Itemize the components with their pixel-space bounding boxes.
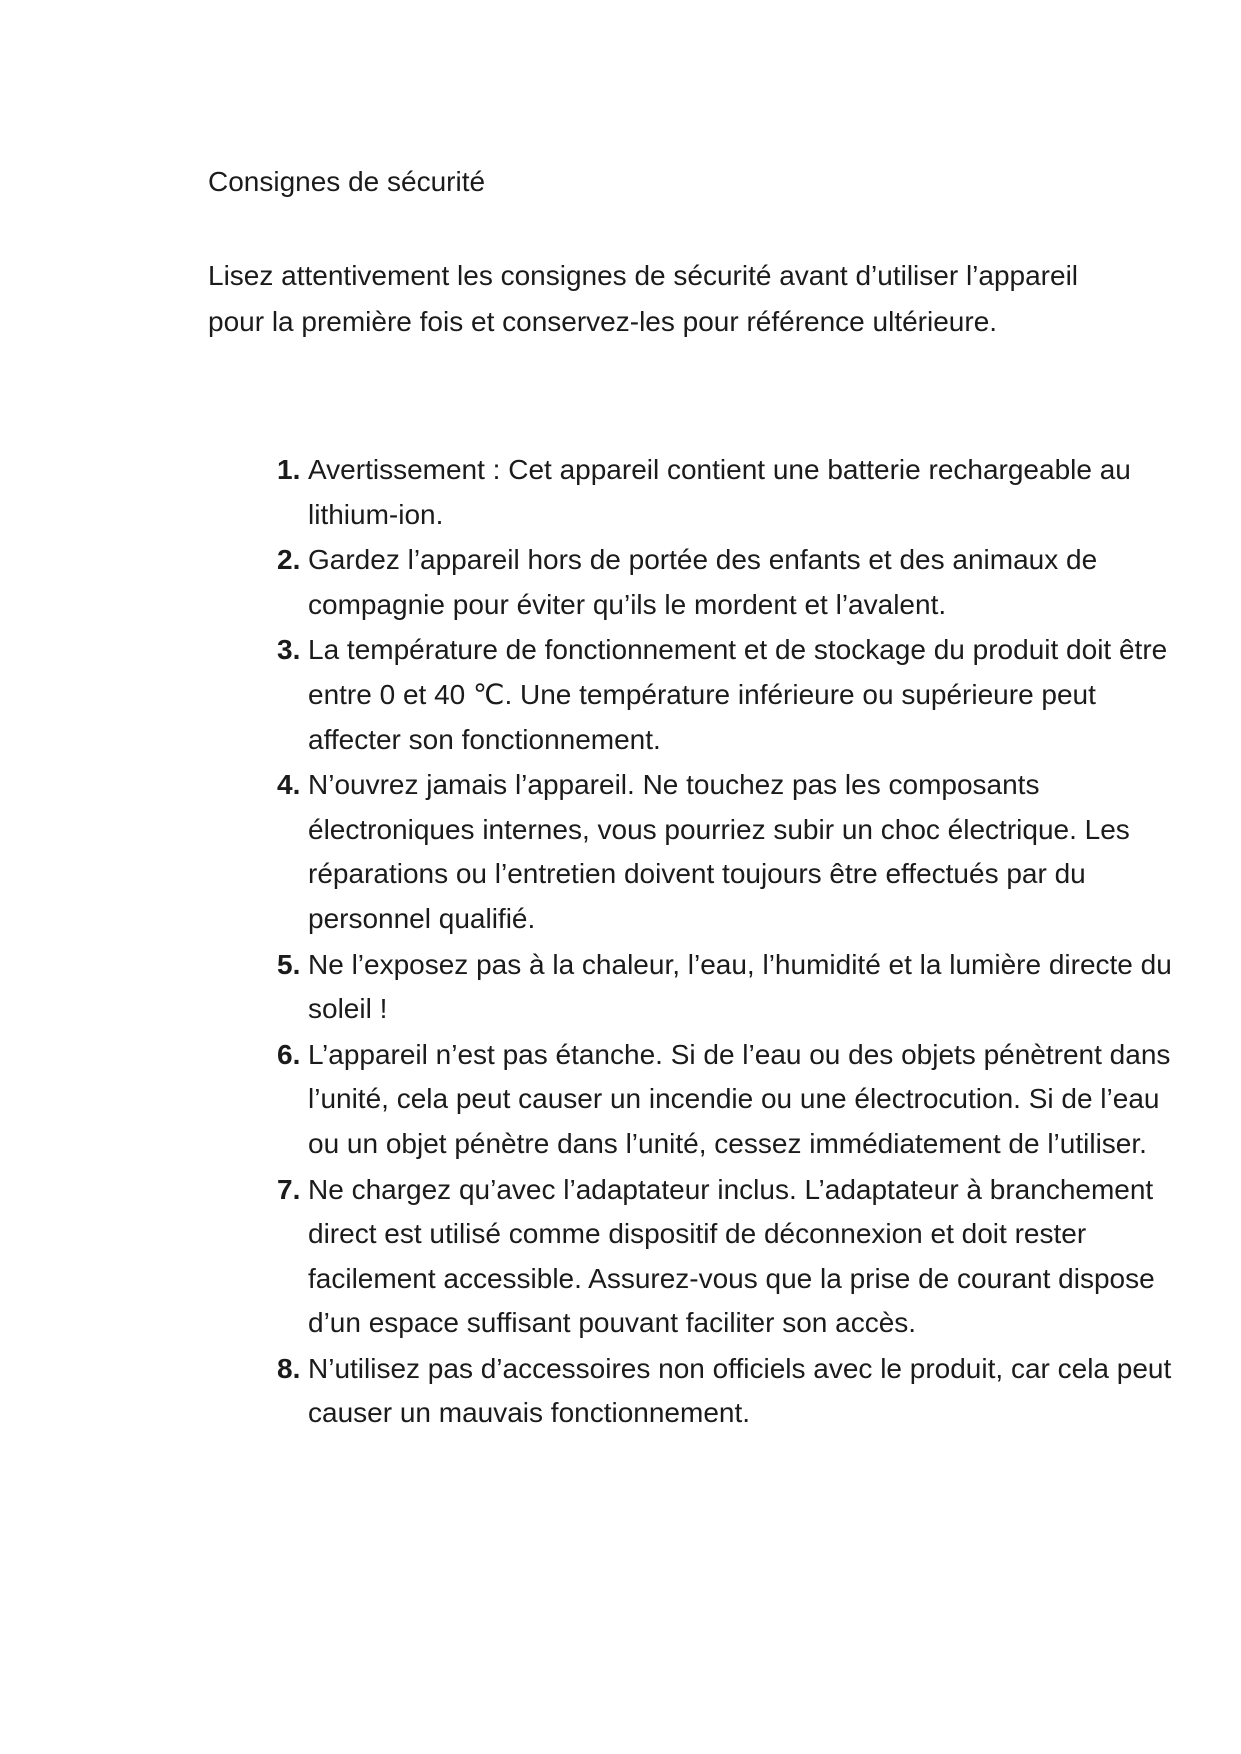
item-number: 5. <box>277 948 301 980</box>
item-text: N’utilisez pas d’accessoires non officiels avec le produit, car cela peut causer un mauvais fonctionnement. <box>308 1352 1172 1429</box>
item-text: Avertissement : Cet appareil contient une batterie rechargeable au lithium-ion. <box>308 454 1131 530</box>
item-number: 1. <box>277 454 301 485</box>
item-text: Gardez l’appareil hors de portée des enfants et des animaux de compagnie pour éviter qu’ils le mordent et l’avalent. <box>308 544 1098 620</box>
item-number: 6. <box>277 1038 301 1070</box>
item-text: Ne l’exposez pas à la chaleur, l’eau, l’humidité et la lumière directe du soleil ! <box>308 948 1172 1025</box>
safety-item-8 <box>277 1347 1177 1436</box>
safety-item-3 <box>277 628 1177 762</box>
item-number: 8. <box>277 1352 301 1384</box>
item-number: 2. <box>277 544 301 576</box>
item-text: N’ouvrez jamais l’appareil. Ne touchez pas les composants électroniques internes, vous pourriez subir un choc électrique. Les réparations ou l’entretien doivent toujours être effectués par du personnel qualifié. <box>308 769 1130 934</box>
safety-item-1 <box>277 448 1177 537</box>
safety-instructions-list <box>277 448 1177 1437</box>
safety-item-2 <box>277 538 1177 627</box>
safety-item-6 <box>277 1033 1177 1167</box>
safety-item-7 <box>277 1168 1177 1346</box>
item-text: La température de fonctionnement et de stockage du produit doit être entre 0 et 40 ℃. Une température inférieure ou supérieure peut affecter son fonctionnement. <box>308 634 1168 755</box>
safety-item-5 <box>277 943 1177 1032</box>
item-number: 7. <box>277 1173 301 1205</box>
safety-item-4 <box>277 763 1177 941</box>
document-title: Consignes de sécurité <box>208 166 486 197</box>
intro-paragraph: Lisez attentivement les consignes de sécurité avant d’utiliser l’appareil pour la première fois et conservez-les pour référence ultérieure. <box>208 260 1079 337</box>
item-text: Ne chargez qu’avec l’adaptateur inclus. L’adaptateur à branchement direct est utilisé comme dispositif de déconnexion et doit rester facilement accessible. Assurez-vous que la prise de courant dispose d’un espace suffisant pouvant faciliter son accès. <box>308 1173 1155 1339</box>
item-number: 3. <box>277 634 301 666</box>
item-text: L’appareil n’est pas étanche. Si de l’eau ou des objets pénètrent dans l’unité, cela peut causer un incendie ou une électrocution. Si de l’eau ou un objet pénètre dans l’unité, cessez immédiatement de l’utiliser. <box>308 1038 1171 1159</box>
item-number: 4. <box>277 769 301 801</box>
